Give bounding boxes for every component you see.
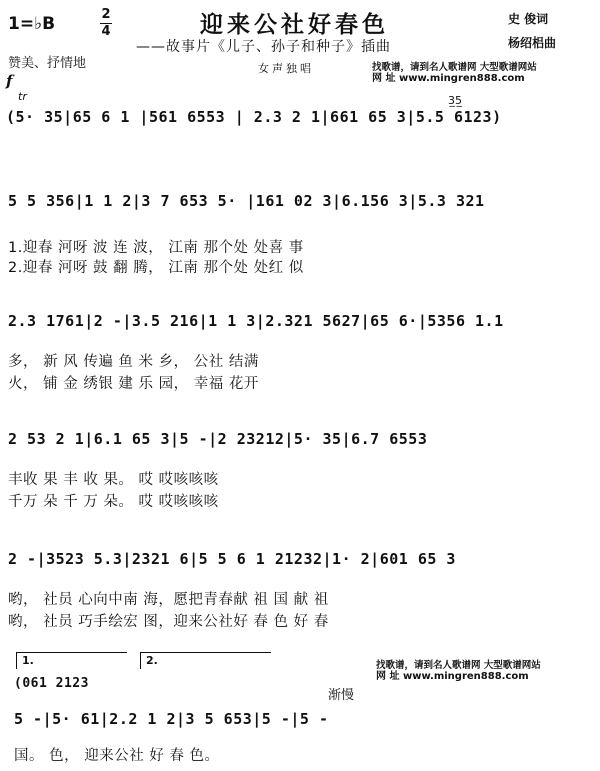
music-row-3: 2.3 1761|2 -|3.5 216|1 1 3|2.321 5627|65 6·|5356 1.1 [8,312,504,330]
lyric-row-5-verse-2: 哟， 社员 巧手绘宏 图，迎来公社好 春 色 好 春 [8,614,329,630]
lyric-row-3-verse-1: 多， 新 风 传遍 鱼 米 乡， 公社 结满 [8,354,259,370]
song-subtitle: ——故事片《儿子、孙子和种子》插曲 [136,39,391,55]
music-row-6: 5 -|5· 61|2.2 1 2|3 5 653|5 -|5 - [14,710,329,728]
lyric-row-2-verse-2: 2.迎春 河呀 鼓 翻 腾， 江南 那个处 处红 似 [8,260,304,276]
watermark-line1: 找歌谱，请到名人歌谱网 大型歌谱网站 [372,62,537,73]
key-signature: 1=♭B [8,14,56,34]
lyric-row-6: 国。 色， 迎来公社 好 春 色。 [14,748,220,764]
time-signature-top: 2 [101,7,111,22]
watermark-bottom-line1: 找歌谱，请到名人歌谱网 大型歌谱网站 [376,660,541,671]
first-ending-label: 1. [22,654,34,667]
watermark-top [372,62,537,84]
second-ending-bracket [140,652,271,669]
watermark-bottom-line2: 网 址 www.mingren888.com [376,671,529,682]
watermark-line2: 网 址 www.mingren888.com [372,73,525,84]
time-signature-bottom: 4 [101,24,111,39]
watermark-bottom [376,660,541,682]
composer-credit: 杨绍梠曲 [508,36,557,50]
dynamic-marking: f [6,72,13,90]
mood-marking: 赞美、抒情地 [8,56,87,71]
grace-note-ornament: 3̲5̲ [448,94,462,107]
music-row-5: 2 -|3523 5.3|2321 6|5 5 6 1 21232|1· 2|601 65 3 [8,550,456,568]
lyricist-credit: 史 俊词 [508,12,549,26]
music-row-1: (5· 35|65 6 1 |561 6553 | 2.3 2 1|661 65 3|5.5 6123) [6,108,502,126]
tempo-marking: 渐慢 [328,688,355,703]
lyric-row-5-verse-1: 哟， 社员 心向中南 海，愿把青春献 祖 国 献 祖 [8,592,329,608]
time-signature [100,8,112,39]
song-title: 迎来公社好春色 [200,12,389,38]
lyric-row-4-verse-2: 千万 朵 千 万 朵。 哎 哎咳咳咳 [8,494,219,510]
lyric-row-2-verse-1: 1.迎春 河呀 波 连 波， 江南 那个处 处喜 事 [8,240,304,256]
voice-type: 女声独唱 [258,62,314,75]
first-ending-motif: (061 2123 [14,676,89,691]
lyric-row-3-verse-2: 火， 铺 金 绣银 建 乐 园， 幸福 花开 [8,376,259,392]
lyric-row-4-verse-1: 丰收 果 丰 收 果。 哎 哎咳咳咳 [8,472,219,488]
second-ending-label: 2. [146,654,158,667]
music-row-2: 5 5 356|1 1 2|3 7 653 5· |161 02 3|6.156 3|5.3 321 [8,192,485,210]
music-row-4: 2 53 2 1|6.1 65 3|5 -|2 23212|5· 35|6.7 6553 [8,430,428,448]
trill-ornament: tr [18,90,27,103]
